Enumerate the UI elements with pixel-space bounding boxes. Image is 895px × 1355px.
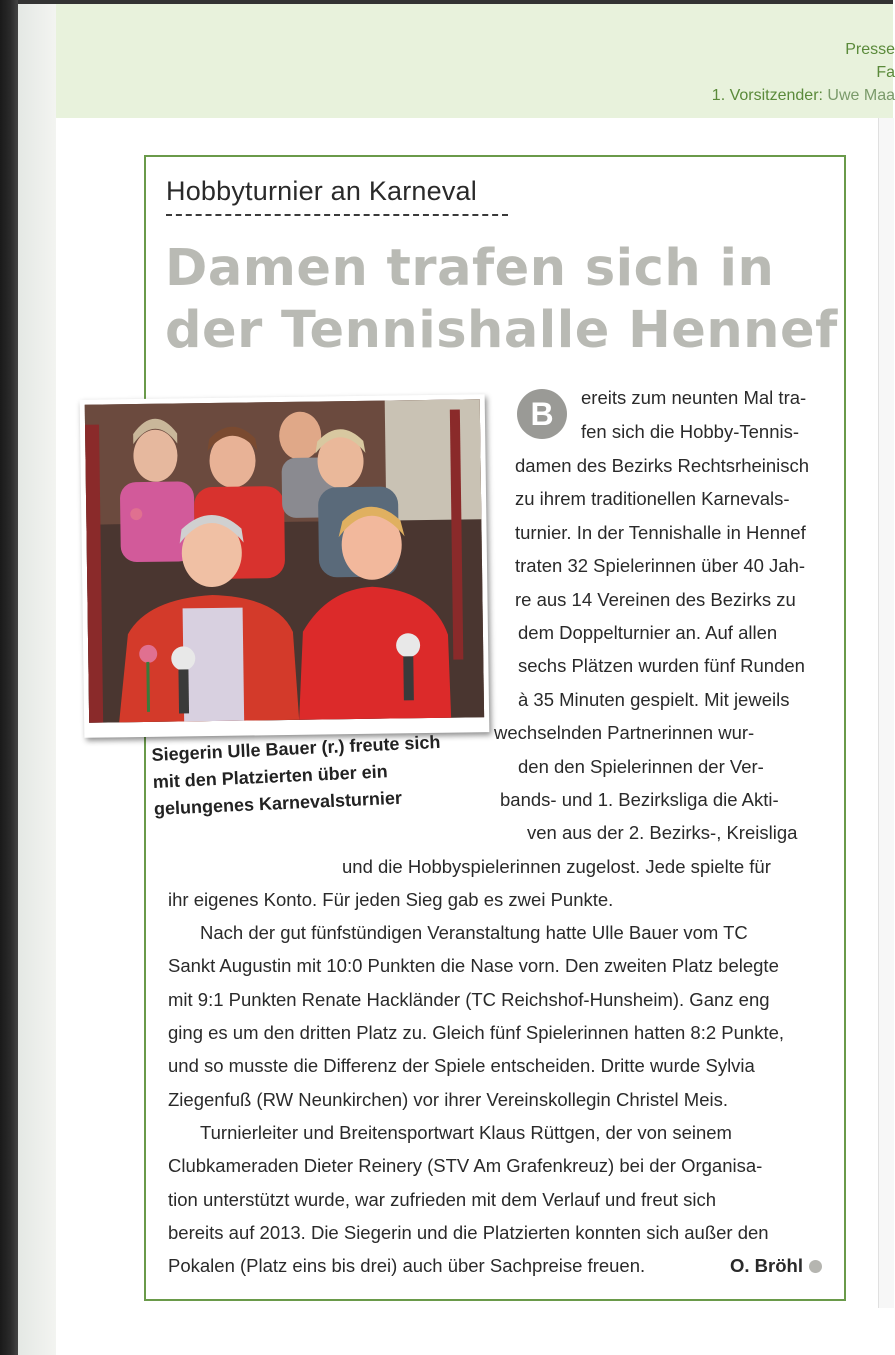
body-line: Clubkameraden Dieter Reinery (STV Am Grafenkreuz) bei der Organisa- <box>168 1155 763 1176</box>
header-line-1: Presse <box>845 41 895 58</box>
author-signature <box>730 1249 822 1282</box>
body-line: bereits auf 2013. Die Siegerin und die Platzierten konnten sich außer den <box>168 1222 769 1243</box>
headline-line-2: der Tennishalle Hennef <box>165 301 838 360</box>
page-header-band <box>56 4 893 118</box>
caption-line-2: mit den Platzierten über ein <box>152 761 389 792</box>
header-chair-label: 1. Vorsitzender: <box>711 87 823 104</box>
body-line: zu ihrem traditionellen Karnevals- <box>515 488 790 509</box>
body-line: Pokalen (Platz eins bis drei) auch über Sachpreise freuen. <box>168 1255 646 1276</box>
caption-line-1: Siegerin Ulle Bauer (r.) freute sich <box>151 731 441 765</box>
body-line: fen sich die Hobby-Tennis- <box>581 421 799 442</box>
next-page-edge <box>878 118 894 1308</box>
author-name: O. Bröhl <box>730 1255 803 1276</box>
body-line: tion unterstützt wurde, war zufrieden mit dem Verlauf und freut sich <box>168 1189 717 1210</box>
photo-caption <box>151 727 494 823</box>
header-contact <box>712 38 895 107</box>
body-line: wechselnden Partnerinnen wur- <box>494 722 755 743</box>
body-line: Nach der gut fünfstündigen Veranstaltung hatte Ulle Bauer vom TC <box>200 922 748 943</box>
article-kicker: Hobbyturnier an Karneval <box>166 176 477 206</box>
body-line: mit 9:1 Punkten Renate Hackländer (TC Reichshof-Hunsheim). Ganz eng <box>168 989 770 1010</box>
body-line: dem Doppelturnier an. Auf allen <box>518 622 778 643</box>
body-line: Turnierleiter und Breitensportwart Klaus Rüttgen, der von seinem <box>200 1122 732 1143</box>
kicker-underline <box>166 214 508 216</box>
body-line: ihr eigenes Konto. Für jeden Sieg gab es zwei Punkte. <box>168 889 614 910</box>
caption-line-3: gelungenes Karnevalsturnier <box>153 787 403 819</box>
body-line: bands- und 1. Bezirksliga die Akti- <box>500 789 779 810</box>
body-line: turnier. In der Tennishalle in Hennef <box>515 522 806 543</box>
body-line: ging es um den dritten Platz zu. Gleich fünf Spielerinnen hatten 8:2 Punkte, <box>168 1022 785 1043</box>
body-line: Sankt Augustin mit 10:0 Punkten die Nase vorn. Den zweiten Platz belegte <box>168 955 779 976</box>
group-photo-illustration <box>85 399 484 722</box>
body-line: den den Spielerinnen der Ver- <box>518 756 764 777</box>
scan-gutter <box>18 0 56 1355</box>
header-line-2: Fa <box>876 64 895 81</box>
article-headline <box>165 238 845 362</box>
body-line: und die Hobbyspielerinnen zugelost. Jede spielte für <box>342 856 771 877</box>
body-line: ereits zum neunten Mal tra- <box>581 387 807 408</box>
body-line: und so musste die Differenz der Spiele entscheiden. Dritte wurde Sylvia <box>168 1055 755 1076</box>
body-line: Ziegenfuß (RW Neunkirchen) vor ihrer Vereinskollegin Christel Meis. <box>168 1089 729 1110</box>
body-line: damen des Bezirks Rechtsrheinisch <box>515 455 810 476</box>
headline-line-1: Damen trafen sich in <box>165 239 775 298</box>
drop-cap: B <box>517 389 567 439</box>
scan-edge-left <box>0 0 18 1355</box>
body-line: re aus 14 Vereinen des Bezirks zu <box>515 589 796 610</box>
end-mark-icon <box>809 1260 822 1273</box>
body-line: sechs Plätzen wurden fünf Runden <box>518 655 805 676</box>
body-line: à 35 Minuten gespielt. Mit jeweils <box>518 689 790 710</box>
header-chair-name: Uwe Maa <box>827 87 895 104</box>
header-chair <box>712 84 895 107</box>
body-line: traten 32 Spielerinnen über 40 Jah- <box>515 555 806 576</box>
body-line: ven aus der 2. Bezirks-, Kreisliga <box>527 822 798 843</box>
article-photo <box>80 394 490 738</box>
